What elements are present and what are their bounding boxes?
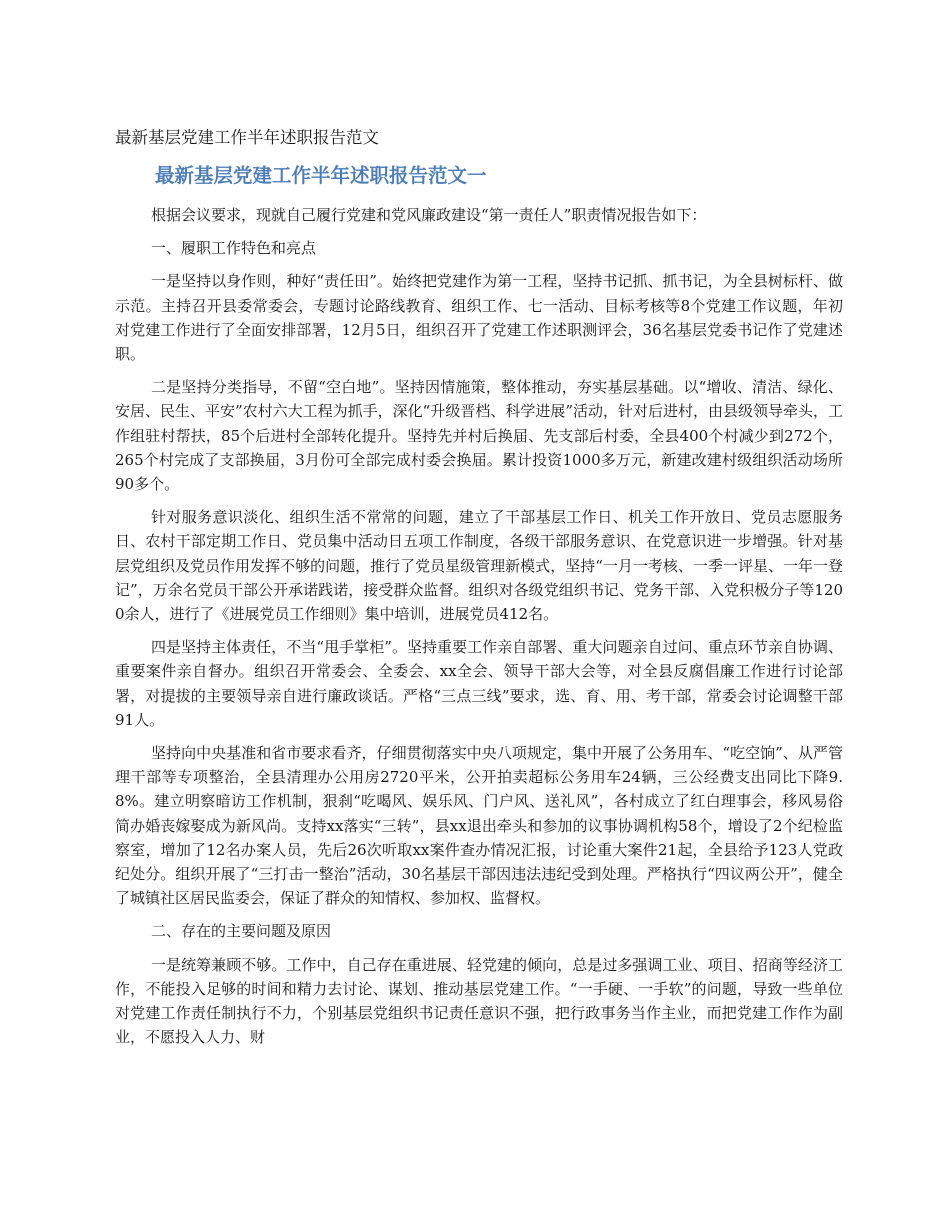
paragraph-point-3: 针对服务意识淡化、组织生活不常常的问题，建立了干部基层工作日、机关工作开放日、党员志愿服务日、农村干部定期工作日、党员集中活动日五项工作制度，各级干部服务意识、在党意识进一步增强。针对基层党组织及党员作用发挥不够的问题，推行了党员星级管理新模式，坚持“一月一考核、一季一评星、一年一登记”，万余名党员干部公开承诺践诺，接受群众监督。组织对各级党组织书记、党务干部、入党积极分子等1200余人，进行了《进展党员工作细则》集中培训，进展党员412名。	[115, 508, 843, 624]
paragraph-intro: 根据会议要求，现就自己履行党建和党风廉政建设“第一责任人”职责情况报告如下：	[151, 206, 707, 224]
paragraph-point-2: 二是坚持分类指导，不留“空白地”。坚持因情施策，整体推动，夯实基层基础。以“增收、清洁、绿化、安居、民生、平安”农村六大工程为抓手，深化“升级晋档、科学进展”活动，针对后进村，由县级领导牵头，工作组驻村帮扶，85个后进村全部转化提升。坚持先并村后换届、先支部后村委，全县400个村减少到272个，265个村完成了支部换届，3月份可全部完成村委会换届。累计投资1000多万元，新建改建村级组织活动场所90多个。	[115, 378, 844, 494]
paragraph-point-4: 四是坚持主体责任，不当“甩手掌柜”。坚持重要工作亲自部署、重大问题亲自过问、重点环节亲自协调、重要案件亲自督办。组织召开常委会、全委会、xx全会、领导干部大会等，对全县反腐倡廉工作进行讨论部署，对提拔的主要领导亲自进行廉政谈话。严格“三点三线”要求，选、育、用、考干部，常委会讨论调整干部91人。	[115, 638, 843, 729]
section-title-highlights: 一、履职工作特色和亮点	[151, 239, 317, 258]
document-body	[115, 203, 843, 1050]
paragraph-problem-1: 一是统筹兼顾不够。工作中，自己存在重进展、轻党建的倾向，总是过多强调工业、项目、招商等经济工作，不能投入足够的时间和精力去讨论、谋划、推动基层党建工作。“一手硬、一手软”的问题，导致一些单位对党建工作责任制执行不力，个别基层党组织书记责任意识不强，把行政事务当作主业，而把党建工作作为副业，不愿投入人力、财	[115, 955, 843, 1047]
section-heading: 最新基层党建工作半年述职报告范文一	[155, 164, 487, 187]
section-title-problems: 二、存在的主要问题及原因	[151, 922, 332, 941]
paragraph-point-5: 坚持向中央基准和省市要求看齐，仔细贯彻落实中央八项规定，集中开展了公务用车、“吃空饷”、从严管理干部等专项整治，全县清理办公用房2720平米，公开拍卖超标公务用车24辆，三公经费支出同比下降9.8%。建立明察暗访工作机制，狠刹“吃喝风、娱乐风、门户风、送礼风”，各村成立了红白理事会，移风易俗简办婚丧嫁娶成为新风尚。支持xx落实“三转”，县xx退出牵头和参加的议事协调机构58个，增设了2个纪检监察室，增加了12名办案人员，先后26次听取xx案件查办情况汇报，讨论重大案件21起，全县给予123人党政纪处分。组织开展了“三打击一整治”活动，30名基层干部因违法违纪受到处理。严格执行“四议两公开”，健全了城镇社区居民监委会，保证了群众的知情权、参加权、监督权。	[115, 744, 843, 908]
paragraph-point-1: 一是坚持以身作则，种好“责任田”。始终把党建作为第一工程，坚持书记抓、抓书记，为全县树标杆、做示范。主持召开县委常委会，专题讨论路线教育、组织工作、七一活动、目标考核等8个党建工作议题，年初对党建工作进行了全面安排部署，12月5日，组织召开了党建工作述职测评会，36名基层党委书记作了党建述职。	[115, 272, 843, 364]
document-title: 最新基层党建工作半年述职报告范文	[115, 128, 379, 147]
